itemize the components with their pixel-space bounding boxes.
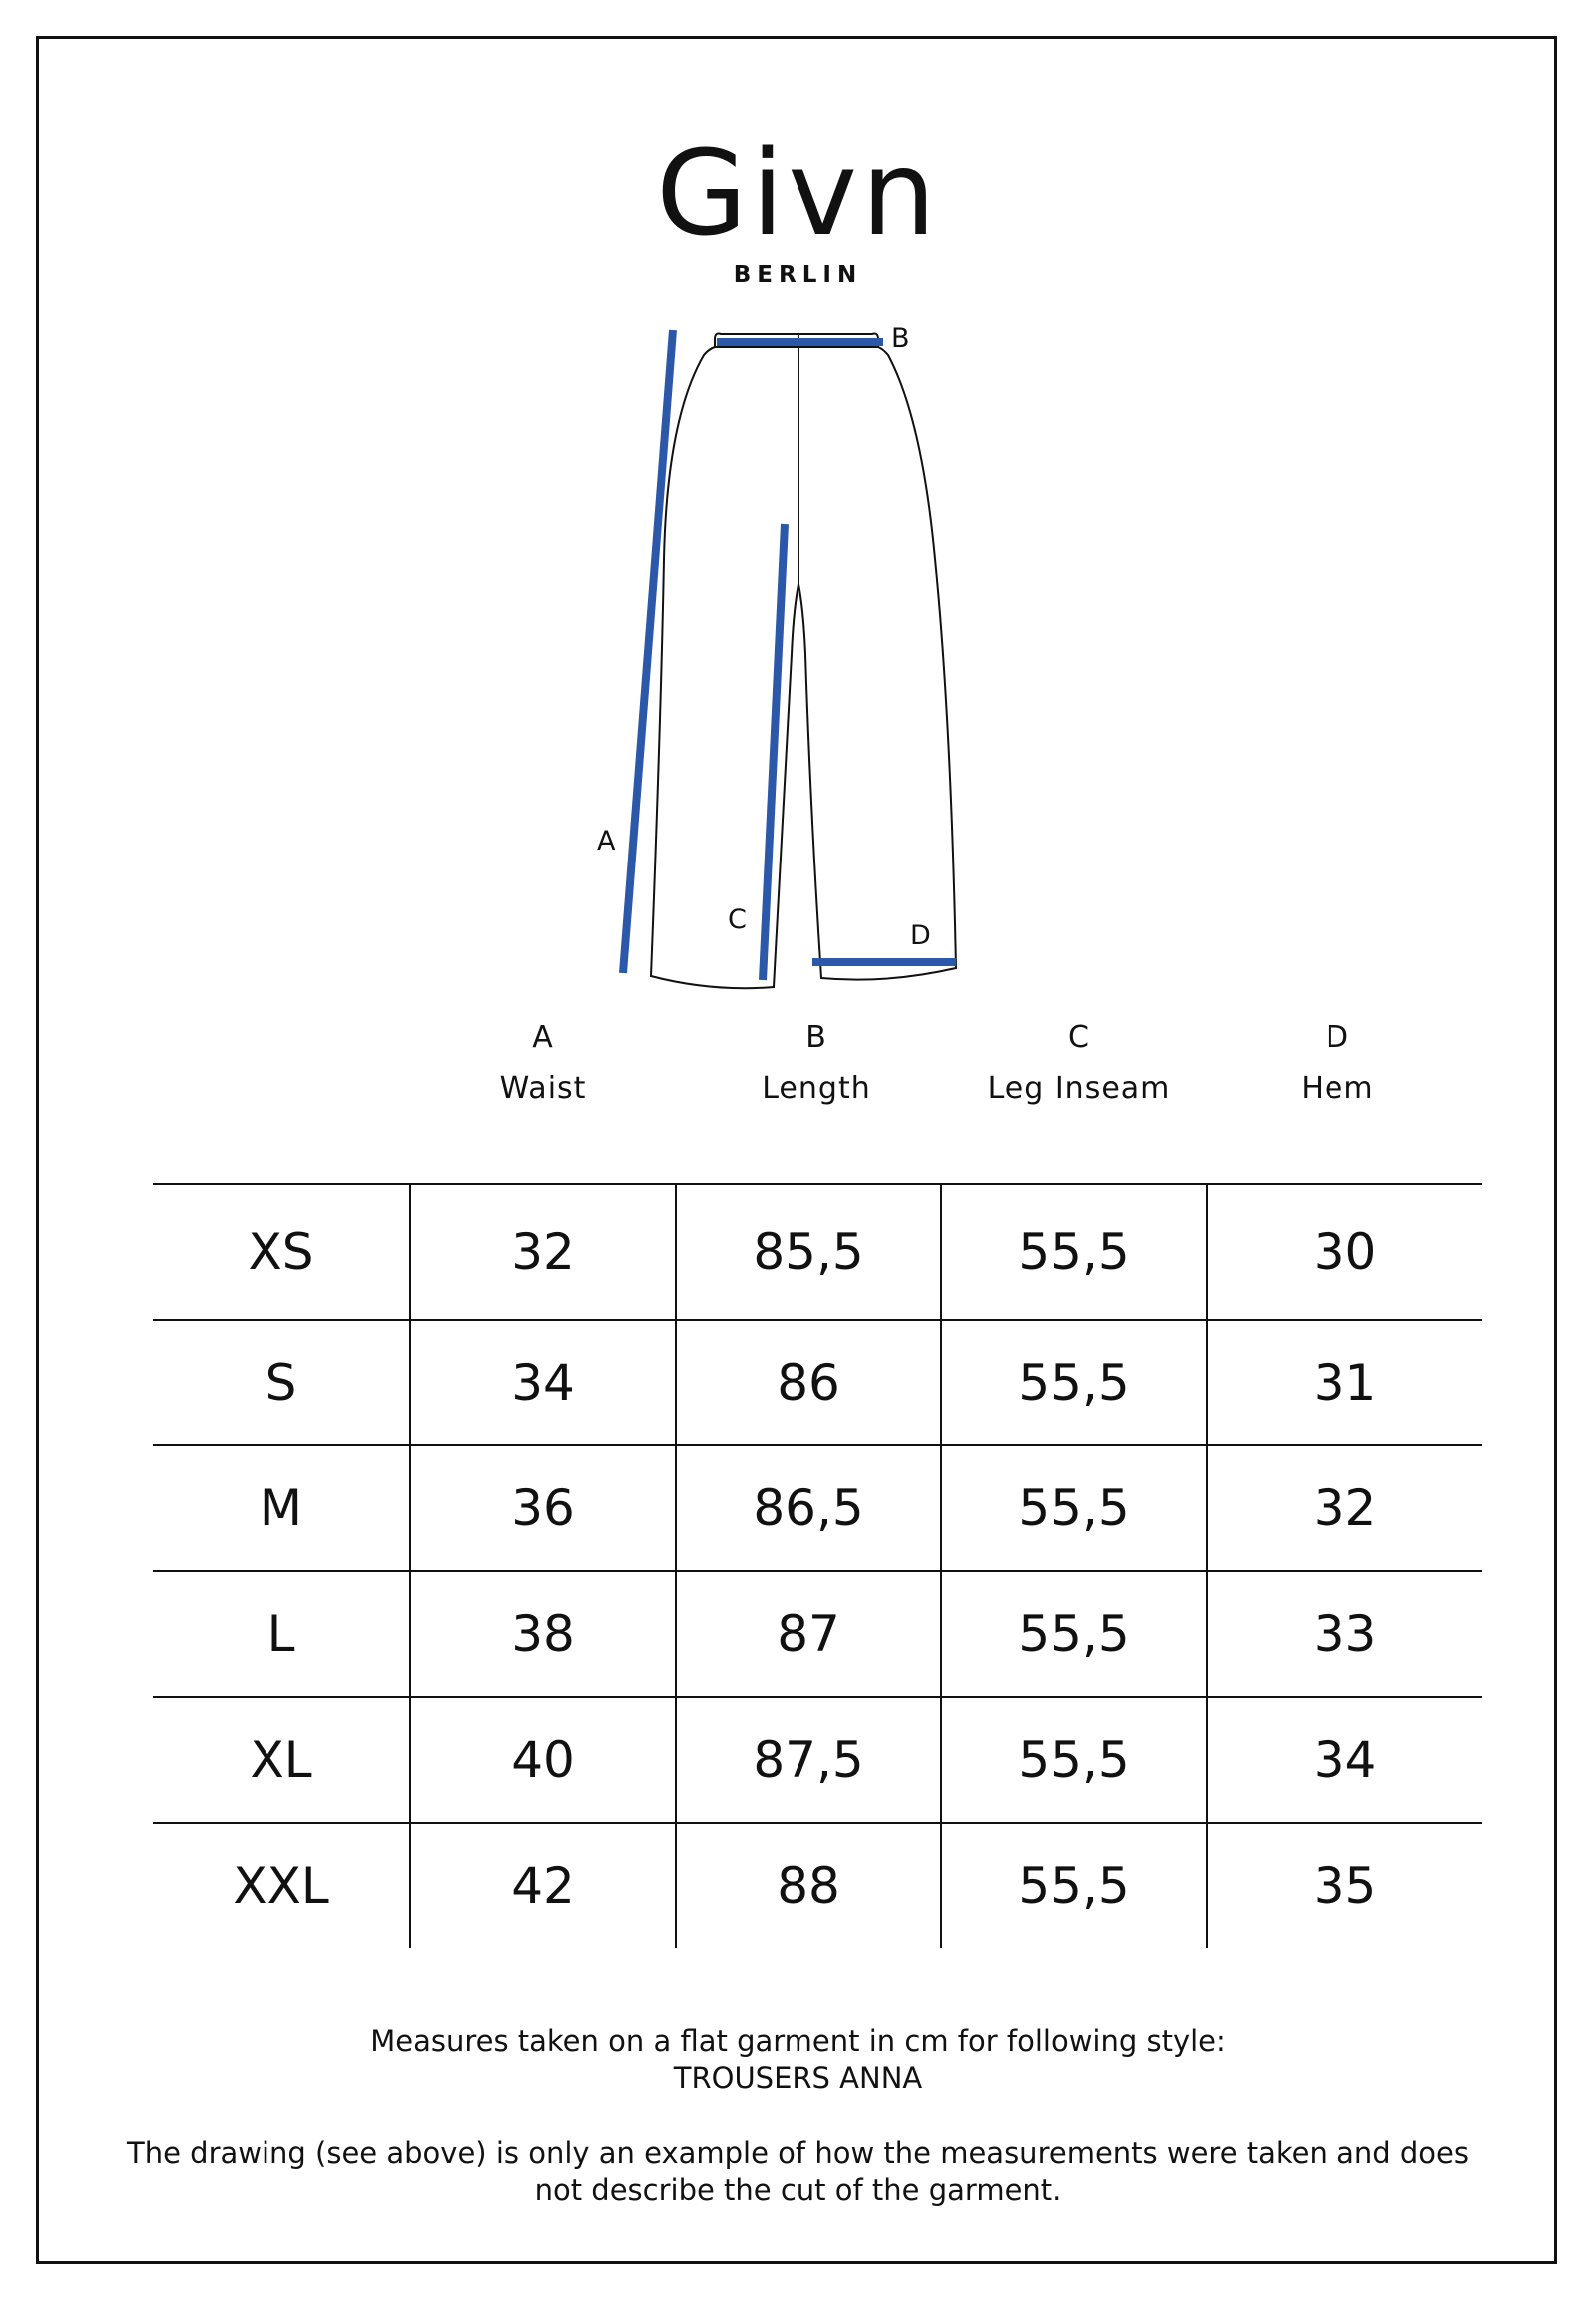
waist-value: 36 <box>410 1445 676 1571</box>
marker-c-leg-inseam <box>763 524 785 980</box>
brand-logo: Givn <box>656 124 940 262</box>
hem-value: 35 <box>1207 1823 1482 1948</box>
label-b: B <box>891 323 910 354</box>
waist-value: 38 <box>410 1571 676 1697</box>
size-label: M <box>153 1445 410 1571</box>
table-row <box>153 1697 1482 1823</box>
leg-inseam-value: 55,5 <box>941 1184 1207 1320</box>
leg-inseam-value: 55,5 <box>941 1571 1207 1697</box>
length-value: 85,5 <box>676 1184 941 1320</box>
table-row <box>153 1823 1482 1948</box>
column-name-leg-inseam: Leg Inseam <box>987 1071 1171 1106</box>
size-label: XS <box>153 1184 410 1320</box>
column-name-length: Length <box>762 1071 871 1106</box>
label-a: A <box>597 826 616 857</box>
waist-value: 40 <box>410 1697 676 1823</box>
table-row <box>153 1571 1482 1697</box>
leg-inseam-value: 55,5 <box>941 1445 1207 1571</box>
hem-value: 32 <box>1207 1445 1482 1571</box>
trousers-measurement-diagram <box>0 0 1596 1008</box>
length-value: 86 <box>676 1320 941 1445</box>
leg-inseam-value: 55,5 <box>941 1320 1207 1445</box>
marker-a-waist <box>623 330 673 973</box>
size-table <box>153 1183 1482 1948</box>
waist-value: 32 <box>410 1184 676 1320</box>
length-value: 87,5 <box>676 1697 941 1823</box>
length-value: 88 <box>676 1823 941 1948</box>
size-label: XXL <box>153 1823 410 1948</box>
length-value: 87 <box>676 1571 941 1697</box>
waist-value: 42 <box>410 1823 676 1948</box>
disclaimer-line-2: not describe the cut of the garment. <box>534 2173 1062 2207</box>
hem-value: 33 <box>1207 1571 1482 1697</box>
hem-value: 31 <box>1207 1320 1482 1445</box>
table-row <box>153 1445 1482 1571</box>
size-label: L <box>153 1571 410 1697</box>
measure-note: Measures taken on a flat garment in cm for following style: <box>370 2024 1226 2058</box>
waist-value: 34 <box>410 1320 676 1445</box>
disclaimer-line-1: The drawing (see above) is only an example of how the measurements were taken and does <box>127 2136 1469 2170</box>
column-name-hem: Hem <box>1301 1071 1374 1106</box>
style-name: TROUSERS ANNA <box>673 2061 923 2095</box>
table-row <box>153 1184 1482 1320</box>
column-letter-d: D <box>1325 1020 1350 1055</box>
measurement-markers <box>623 330 956 980</box>
column-letter-a: A <box>532 1020 554 1055</box>
trousers-outline <box>651 334 956 989</box>
column-name-waist: Waist <box>499 1071 587 1106</box>
label-d: D <box>910 920 931 951</box>
hem-value: 30 <box>1207 1184 1482 1320</box>
label-c: C <box>728 904 747 935</box>
column-letter-c: C <box>1068 1020 1090 1055</box>
hem-value: 34 <box>1207 1697 1482 1823</box>
column-letter-b: B <box>805 1020 827 1055</box>
size-label: XL <box>153 1697 410 1823</box>
brand-city: BERLIN <box>733 262 863 288</box>
length-value: 86,5 <box>676 1445 941 1571</box>
leg-inseam-value: 55,5 <box>941 1697 1207 1823</box>
table-row <box>153 1320 1482 1445</box>
leg-inseam-value: 55,5 <box>941 1823 1207 1948</box>
size-label: S <box>153 1320 410 1445</box>
